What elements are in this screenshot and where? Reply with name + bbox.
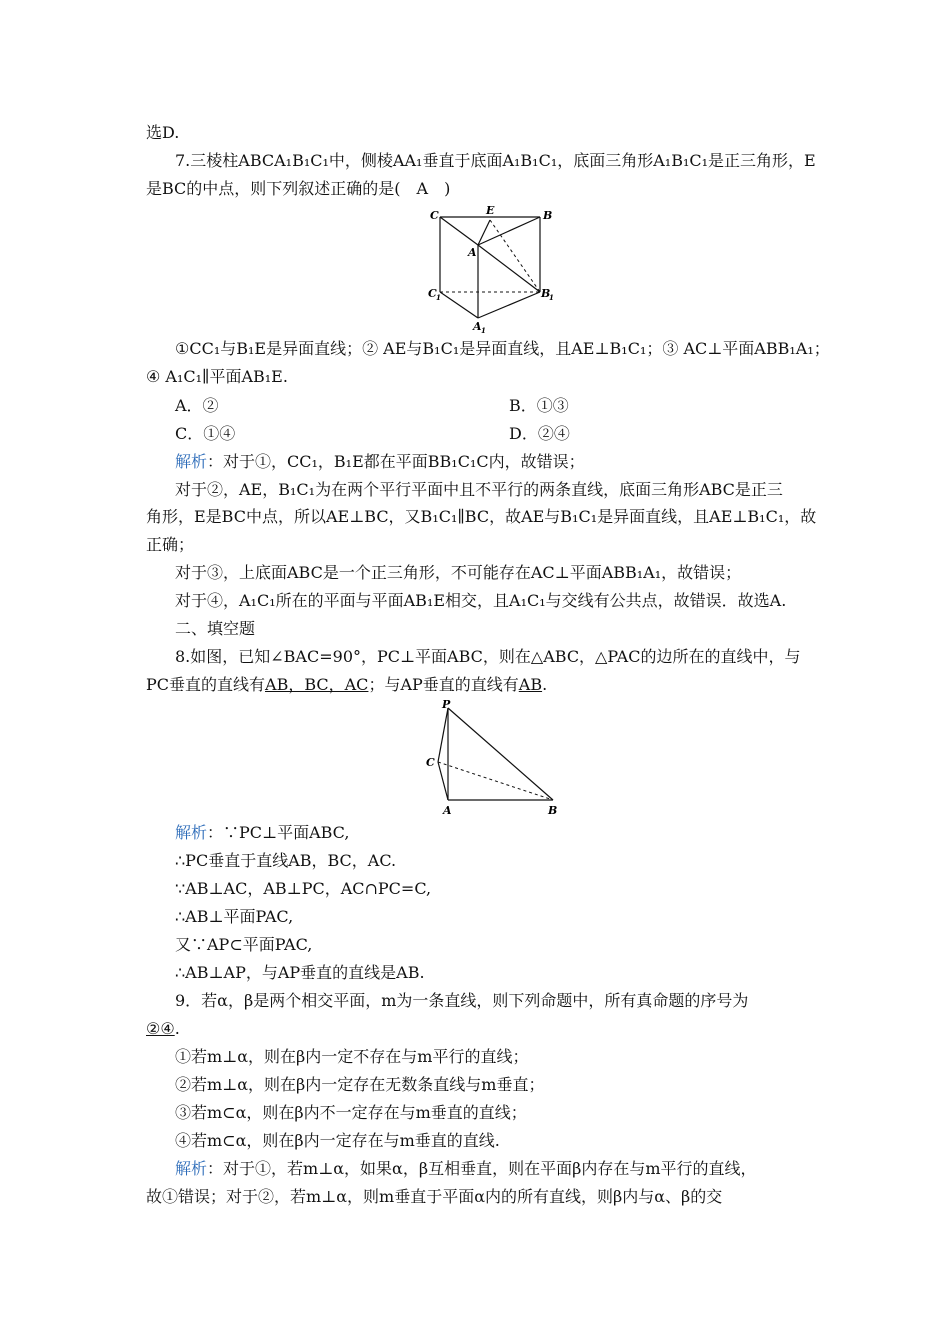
q9-solution-line1 <box>175 1158 757 1180</box>
q8-stem-end: . <box>542 675 548 694</box>
q8-solution-line2: ∴PC垂直于直线AB，BC，AC. <box>175 851 397 870</box>
solution-label: 解析 <box>175 823 208 842</box>
q9-solution-line2: 故①错误；对于②，若m⊥α，则m垂直于平面α内的所有直线，则β内与α、β的交 <box>146 1187 723 1206</box>
q8-solution-line3: ∵AB⊥AC，AB⊥PC，AC∩PC=C, <box>175 879 432 898</box>
q7-solution-line1 <box>175 451 585 473</box>
q9-answer: ②④ <box>146 1019 175 1038</box>
q8-answer2: AB <box>518 675 543 694</box>
q8-solution-line4: ∴AB⊥平面PAC, <box>175 907 294 926</box>
fig1-label-c1: C <box>428 287 437 300</box>
q9-statement4: ④若m⊂α，则在β内一定存在与m垂直的直线. <box>175 1131 500 1150</box>
q7-solution-text1: ：对于①，CC₁，B₁E都在平面BB₁C₁C内，故错误； <box>207 452 585 471</box>
fig1-label-b1-sub: 1 <box>549 293 554 302</box>
q7-solution-line5: 对于③，上底面ABC是一个正三角形，不可能存在AC⊥平面ABB₁A₁，故错误； <box>175 563 742 582</box>
fig1-label-b1: B <box>541 287 551 300</box>
solution-label: 解析 <box>175 452 208 471</box>
fig2-label-p: P <box>442 700 451 711</box>
q7-stem-line1: 7.三棱柱ABCA₁B₁C₁中，侧棱AA₁垂直于底面A₁B₁C₁，底面三角形A₁B₁C₁是正三角形，E <box>175 151 816 170</box>
fig1-label-c: C <box>430 209 439 222</box>
q9-stem-line2 <box>146 1018 180 1040</box>
q7-stem-line2: 是BC的中点，则下列叙述正确的是( A ) <box>146 179 451 198</box>
q7-option-c: C．①④ <box>175 424 236 443</box>
q7-option-d: D．②④ <box>509 424 570 443</box>
q8-solution-text1: ：∵PC⊥平面ABC, <box>207 823 350 842</box>
fig1-label-e: E <box>486 204 495 217</box>
q9-stem-line1: 9．若α，β是两个相交平面，m为一条直线，则下列命题中，所有真命题的序号为 <box>175 991 749 1010</box>
q7-solution-line6: 对于④，A₁C₁所在的平面与平面AB₁E相交，且A₁C₁与交线有公共点，故错误．故选A. <box>175 591 787 610</box>
q8-stem-pre: PC垂直的直线有 <box>146 675 266 694</box>
q7-statements-line2: ④ A₁C₁∥平面AB₁E. <box>146 367 288 386</box>
q8-tetrahedron-figure <box>420 700 570 820</box>
q9-statement1: ①若m⊥α，则在β内一定不存在与m平行的直线； <box>175 1047 529 1066</box>
section-heading: 二、填空题 <box>175 619 256 638</box>
fig1-label-a1-sub: 1 <box>481 326 486 335</box>
fig2-label-b: B <box>548 804 558 817</box>
q8-solution-line1 <box>175 822 349 844</box>
q7-option-a: A．② <box>175 396 219 415</box>
q8-answer1: AB，BC，AC <box>265 675 369 694</box>
fig1-label-c1-sub: 1 <box>436 293 441 302</box>
q8-solution-line5: 又∵AP⊂平面PAC, <box>175 935 313 954</box>
q7-statements-line1: ①CC₁与B₁E是异面直线；② AE与B₁C₁是异面直线，且AE⊥B₁C₁；③ AC⊥平面ABB₁A₁； <box>175 339 830 358</box>
q9-statement2: ②若m⊥α，则在β内一定存在无数条直线与m垂直； <box>175 1075 545 1094</box>
fig1-label-a: A <box>468 246 477 259</box>
q9-solution-text1: ：对于①，若m⊥α，如果α，β互相垂直，则在平面β内存在与m平行的直线， <box>207 1159 757 1178</box>
solution-label: 解析 <box>175 1159 208 1178</box>
fig2-label-c: C <box>426 756 435 769</box>
q7-solution-line2: 对于②，AE，B₁C₁为在两个平行平面中且不平行的两条直线，底面三角形ABC是正三 <box>175 480 783 499</box>
q7-option-b: B．①③ <box>509 396 569 415</box>
previous-answer-end: 选D. <box>146 123 180 142</box>
q8-stem-line2 <box>146 674 547 696</box>
q9-answer-end: . <box>174 1019 180 1038</box>
fig1-label-a1: A <box>473 320 482 333</box>
q8-solution-line6: ∴AB⊥AP，与AP垂直的直线是AB. <box>175 963 425 982</box>
q8-stem-line1: 8.如图，已知∠BAC=90°，PC⊥平面ABC，则在△ABC，△PAC的边所在的直线中，与 <box>175 647 801 666</box>
q8-stem-mid: ；与AP垂直的直线有 <box>368 675 519 694</box>
q9-statement3: ③若m⊂α，则在β内不一定存在与m垂直的直线； <box>175 1103 527 1122</box>
q7-prism-figure <box>420 200 560 335</box>
fig1-label-b: B <box>543 209 553 222</box>
fig2-label-a: A <box>443 804 452 817</box>
q7-solution-line3: 角形，E是BC中点，所以AE⊥BC，又B₁C₁∥BC，故AE与B₁C₁是异面直线，且AE⊥B₁C₁，故 <box>146 507 817 526</box>
q7-solution-line4: 正确； <box>146 535 195 554</box>
